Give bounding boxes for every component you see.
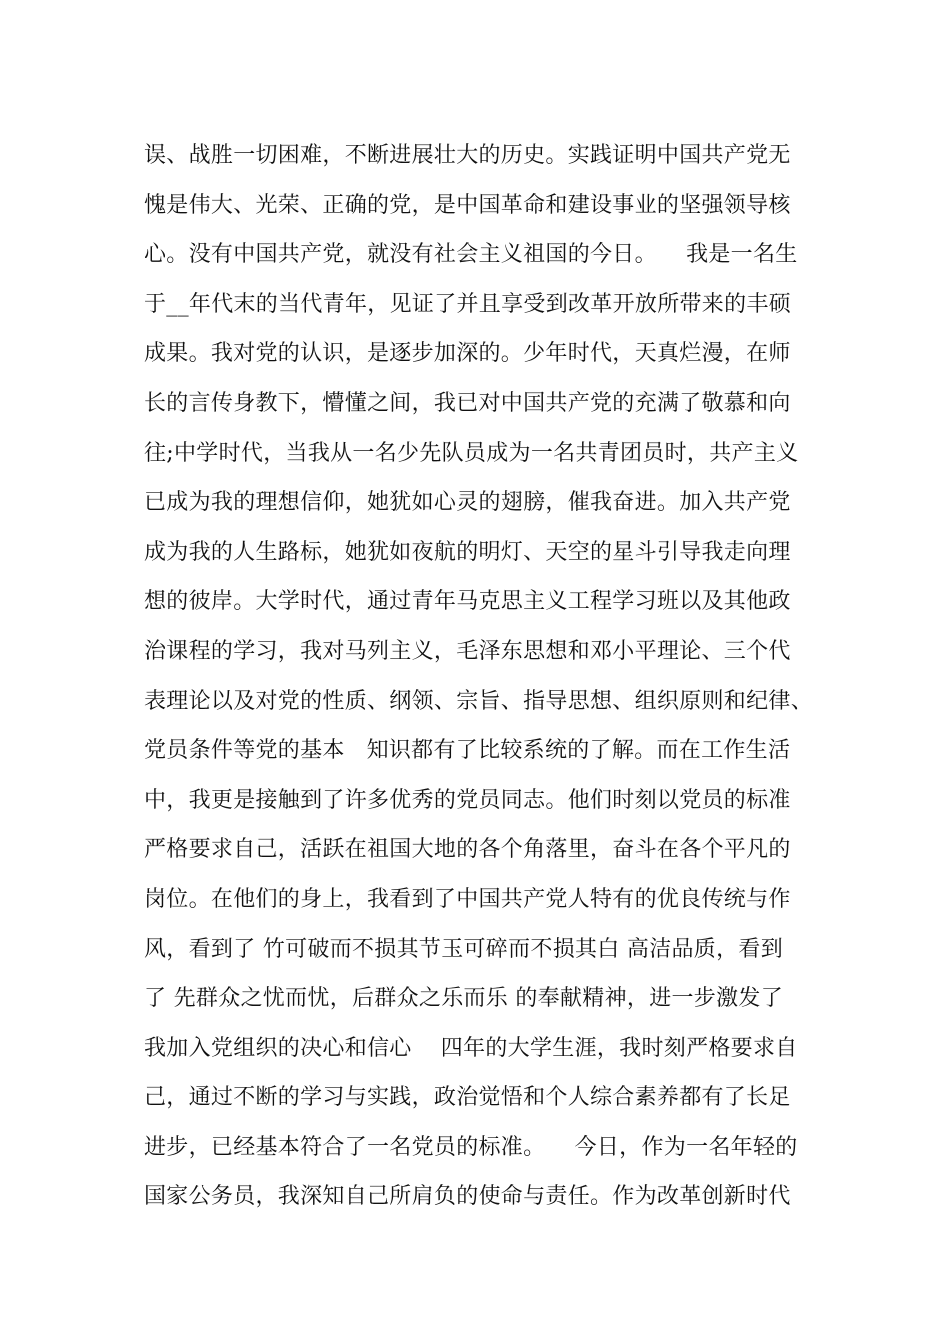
text-line: 愧是伟大、光荣、正确的党，是中国革命和建设事业的坚强领导核 — [144, 192, 791, 218]
text-line: 长的言传身教下，懵懂之间，我已对中国共产党的充满了敬慕和向 — [144, 390, 791, 416]
text-line: 想的彼岸。大学时代，通过青年马克思主义工程学习班以及其他政 — [144, 589, 791, 615]
text-line: 于__年代末的当代青年，见证了并且享受到改革开放所带来的丰硕 — [144, 291, 792, 317]
text-line: 已成为我的理想信仰，她犹如心灵的翅膀，催我奋进。加入共产党 — [144, 490, 791, 516]
text-line: 心。没有中国共产党，就没有社会主义祖国的今日。 我是一名生 — [144, 242, 798, 268]
text-line: 我加入党组织的决心和信心 四年的大学生涯，我时刻严格要求自 — [144, 1035, 798, 1061]
text-line: 国家公务员，我深知自己所肩负的使命与责任。作为改革创新时代 — [144, 1184, 791, 1210]
text-line: 成果。我对党的认识，是逐步加深的。少年时代，天真烂漫，在师 — [144, 341, 791, 367]
text-line: 成为我的人生路标，她犹如夜航的明灯、天空的星斗引导我走向理 — [144, 539, 791, 565]
text-line: 己，通过不断的学习与实践，政治觉悟和个人综合素养都有了长足 — [144, 1085, 791, 1111]
text-line: 表理论以及对党的性质、纲领、宗旨、指导思想、组织原则和纪律、 — [144, 688, 814, 714]
text-line: 往;中学时代，当我从一名少先队员成为一名共青团员时，共产主义 — [144, 440, 799, 466]
text-line: 风，看到了 竹可破而不损其节玉可碎而不损其白 高洁品质，看到 — [144, 936, 783, 962]
text-line: 误、战胜一切困难，不断进展壮大的历史。实践证明中国共产党无 — [144, 143, 791, 168]
body-text — [144, 131, 824, 1222]
text-line: 岗位。在他们的身上，我看到了中国共产党人特有的优良传统与作 — [144, 886, 791, 912]
text-line: 党员条件等党的基本 知识都有了比较系统的了解。而在工作生活 — [144, 738, 791, 764]
text-line: 严格要求自己，活跃在祖国大地的各个角落里，奋斗在各个平凡的 — [144, 837, 791, 863]
text-line: 了 先群众之忧而忧，后群众之乐而乐 的奉献精神，进一步激发了 — [144, 986, 783, 1012]
text-line: 进步，已经基本符合了一名党员的标准。 今日，作为一名年轻的 — [144, 1134, 798, 1160]
text-line: 中，我更是接触到了许多优秀的党员同志。他们时刻以党员的标准 — [144, 787, 791, 813]
text-line: 治课程的学习，我对马列主义，毛泽东思想和邓小平理论、三个代 — [144, 638, 791, 664]
